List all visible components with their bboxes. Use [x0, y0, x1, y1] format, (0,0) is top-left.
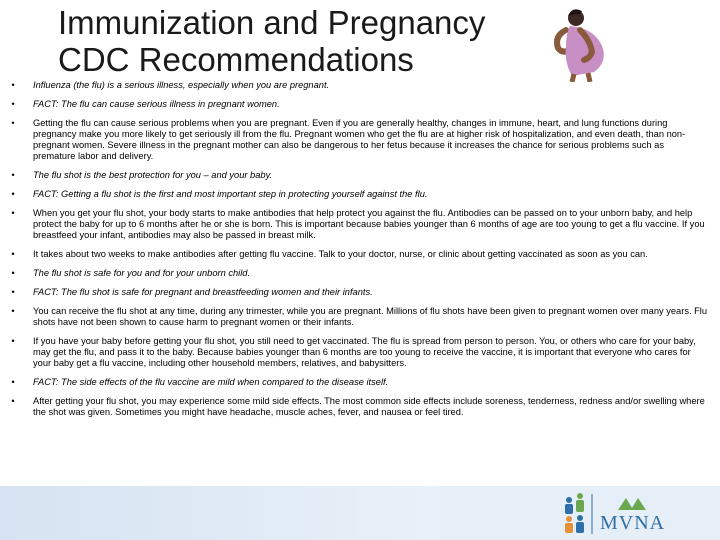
bullet-marker: • [11, 377, 15, 387]
bullet-text: When you get your flu shot, your body starts to make antibodies that help protect you against the flu. Antibodies can be passed on to your unborn baby, and help protect the baby for up to 6 months after he or she is born. This is important because babies younger than 6 months of age are too young to get a flu vaccine. If you breastfeed your infant, antibodies may also be passed in breast milk. [33, 208, 705, 240]
bullet-marker: • [11, 287, 15, 297]
bullet-item [8, 80, 708, 91]
bullet-marker: • [11, 249, 15, 259]
bullet-text: The flu shot is the best protection for you – and your baby. [33, 170, 273, 180]
bullet-text: FACT: The flu can cause serious illness in pregnant women. [33, 99, 280, 109]
bullet-marker: • [11, 99, 15, 109]
bullet-marker: • [11, 170, 15, 180]
bullet-text: Getting the flu can cause serious problems when you are pregnant. Even if you are generally healthy, changes in immune, heart, and lung functions during pregnancy make you more likely to get seriously ill from the flu. Pregnant women who get the flu are at higher risk of hospitalization, and even death, than non-pregnant women. Severe illness in the pregnant mother can also be dangerous to her fetus because it increases the chance for serious problems such as premature labor and delivery. [33, 118, 686, 161]
bullet-list [8, 80, 708, 426]
bullet-item [8, 249, 708, 260]
bullet-marker: • [11, 189, 15, 199]
bullet-marker: • [11, 208, 15, 218]
bullet-item [8, 336, 708, 369]
bullet-marker: • [11, 336, 15, 346]
mvna-logo-text: MVNA [600, 512, 666, 534]
bullet-item [8, 396, 708, 418]
bullet-text: After getting your flu shot, you may experience some mild side effects. The most common side effects include soreness, tenderness, redness and/or swelling where the shot was given. Sometimes you might have headache, muscle aches, fever, and nausea or feel tired. [33, 396, 705, 417]
footer-gradient [0, 486, 440, 540]
bullet-text: Influenza (the flu) is a serious illness, especially when you are pregnant. [33, 80, 330, 90]
bullet-item [8, 268, 708, 279]
bullet-text: FACT: Getting a flu shot is the first and most important step in protecting yourself against the flu. [33, 189, 428, 199]
bullet-item [8, 189, 708, 200]
title-line-2: CDC Recommendations [58, 41, 414, 78]
bullet-item [8, 170, 708, 181]
bullet-text: It takes about two weeks to make antibodies after getting flu vaccine. Talk to your doctor, nurse, or clinic about getting vaccinated as soon as you can. [33, 249, 648, 259]
bullet-marker: • [11, 306, 15, 316]
bullet-text: The flu shot is safe for you and for your unborn child. [33, 268, 251, 278]
pregnant-woman-icon [536, 6, 626, 82]
bullet-marker: • [11, 268, 15, 278]
bullet-text: If you have your baby before getting your flu shot, you still need to get vaccinated. The flu is spread from person to person. You, or others who care for your baby, may get the flu, and pass it to the baby. Because babies younger than 6 months are too young to receive the vaccine, it is important that everyone who cares for your baby get a flu vaccine, including other household members, relatives, and babysitters. [33, 336, 696, 368]
bullet-marker: • [11, 396, 15, 406]
bullet-item [8, 118, 708, 162]
bullet-item [8, 287, 708, 298]
bullet-text: You can receive the flu shot at any time, during any trimester, while you are pregnant. Millions of flu shots have been given to pregnant women over many years. Flu shots have not been shown to cause harm to pregnant women or their infants. [33, 306, 708, 327]
bullet-item [8, 377, 708, 388]
bullet-item [8, 208, 708, 241]
title-line-1: Immunization and Pregnancy [58, 4, 486, 41]
bullet-marker: • [11, 118, 15, 128]
bullet-text: FACT: The flu shot is safe for pregnant and breastfeeding women and their infants. [33, 287, 373, 297]
bullet-marker: • [11, 80, 15, 90]
bullet-text: FACT: The side effects of the flu vaccine are mild when compared to the disease itself. [33, 377, 389, 387]
bullet-item [8, 306, 708, 328]
slide-title [58, 4, 538, 78]
bullet-item [8, 99, 708, 110]
